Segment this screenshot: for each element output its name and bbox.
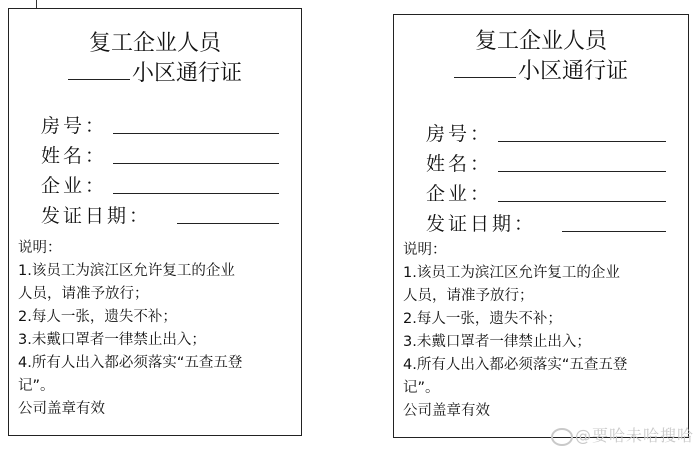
notes-line: 记”。 [18, 378, 55, 394]
field-issue-date: 发证日期： [394, 207, 688, 237]
notes-line: 3.未戴口罩者一律禁止出入； [403, 334, 591, 350]
notes-line: 4.所有人出入都必须落实“五查五登 [18, 355, 243, 371]
notes-line: 4.所有人出入都必须落实“五查五登 [403, 357, 628, 373]
field-line [562, 231, 666, 232]
pass-subtitle: 小区通行证 [394, 57, 688, 87]
field-line [177, 223, 279, 224]
field-line [113, 163, 279, 164]
field-line [113, 193, 279, 194]
notes-line: 2.每人一张，遗失不补； [18, 309, 177, 325]
notes-line: 记”。 [403, 380, 440, 396]
notes-line: 人员，请准予放行； [403, 288, 534, 304]
field-room: 房号： [394, 117, 688, 147]
field-line [498, 201, 666, 202]
field-company: 企业： [9, 169, 301, 199]
notes [394, 239, 688, 423]
pass-subtitle: 小区通行证 [9, 59, 301, 89]
field-line [498, 141, 666, 142]
weibo-logo-icon [551, 428, 573, 446]
notes-line: 1.该员工为滨江区允许复工的企业 [18, 263, 235, 279]
pass-card-left [8, 8, 302, 436]
notes-line: 2.每人一张，遗失不补； [403, 311, 562, 327]
notes-line: 说明： [18, 240, 62, 256]
pass-card-right [393, 14, 689, 438]
fields-list [394, 117, 688, 237]
notes-line: 说明： [403, 242, 447, 258]
fields-list [9, 109, 301, 229]
notes [9, 237, 301, 421]
field-company: 企业： [394, 177, 688, 207]
field-line [113, 133, 279, 134]
community-blank [454, 57, 516, 78]
field-name: 姓名： [9, 139, 301, 169]
field-name: 姓名： [394, 147, 688, 177]
pass-title: 复工企业人员 [474, 29, 607, 54]
field-room: 房号： [9, 109, 301, 139]
field-line [498, 171, 666, 172]
notes-line: 3.未戴口罩者一律禁止出入； [18, 332, 206, 348]
notes-line: 公司盖章有效 [18, 401, 105, 417]
watermark: @要哈未哈搜哈 [551, 423, 694, 446]
notes-line: 公司盖章有效 [403, 403, 490, 419]
notes-line: 人员，请准予放行； [18, 286, 149, 302]
pass-title: 复工企业人员 [88, 31, 221, 56]
field-issue-date: 发证日期： [9, 199, 301, 229]
notes-line: 1.该员工为滨江区允许复工的企业 [403, 265, 620, 281]
community-blank [68, 59, 130, 80]
page-edge-mark [36, 0, 37, 8]
